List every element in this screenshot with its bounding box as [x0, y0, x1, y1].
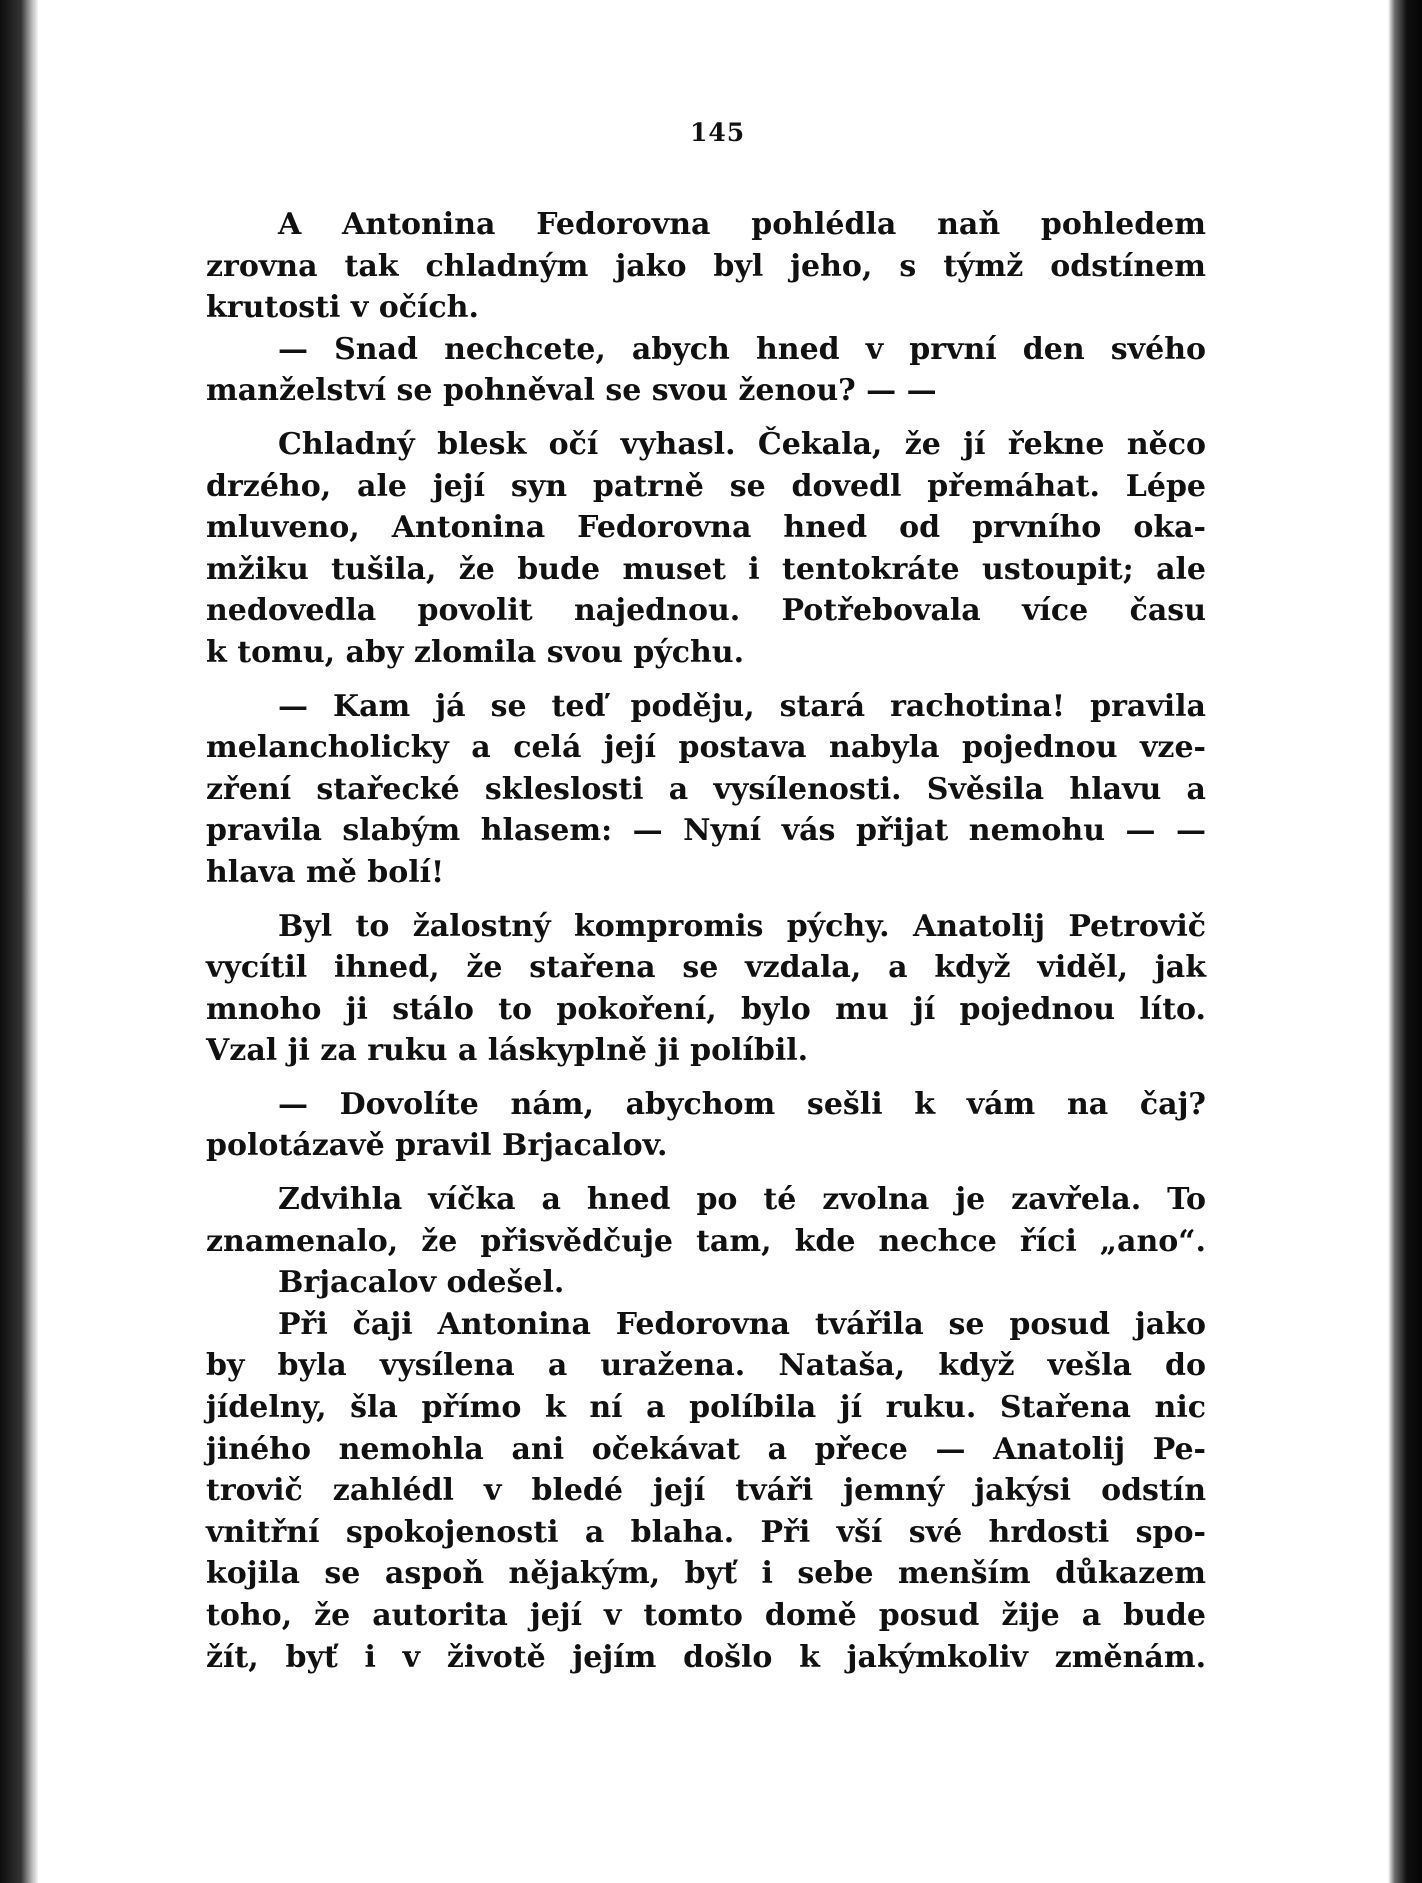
text-line: jídelny, šla přímo k ní a políbila jí ruku. Stařena nic: [206, 1390, 1207, 1426]
text-line: pravila slabým hlasem: — Nyní vás přijat nemohu — —: [206, 813, 1206, 849]
text-line: drzého, ale její syn patrně se dovedl přemáhat. Lépe: [206, 468, 1207, 504]
text-line: A Antonina Fedorovna pohlédla naň pohledem: [278, 207, 1206, 242]
text-line: krutosti v očích.: [206, 290, 479, 326]
text-line: mluveno, Antonina Fedorovna hned od prvního oka-: [206, 510, 1207, 546]
page-number: 145: [690, 118, 746, 147]
text-line: nedovedla povolit najednou. Potřebovala více času: [206, 593, 1207, 629]
right-page-edge: [1388, 0, 1422, 1883]
text-line: Byl to žalostný kompromis pýchy. Anatolij Petrovič: [278, 908, 1206, 944]
text-line: kojila se aspoň nějakým, byť i sebe menším důkazem: [206, 1556, 1207, 1592]
text-line: — Dovolíte nám, abychom sešli k vám na čaj?: [278, 1086, 1207, 1122]
text-line: k tomu, aby zlomila svou pýchu.: [206, 634, 745, 670]
text-line: Brjacalov odešel.: [278, 1265, 565, 1301]
text-line: mžiku tušila, že bude muset i tentokráte ustoupit; ale: [206, 551, 1206, 587]
text-line: zření stařecké skleslosti a vysílenosti. Svěsila hlavu a: [206, 771, 1206, 807]
text-line: — Snad nechcete, abych hned v první den svého: [278, 331, 1207, 367]
body-text: [206, 204, 1206, 1678]
text-line: vycítil ihned, že stařena se vzdala, a když viděl, jak: [206, 950, 1207, 986]
text-line: znamenalo, že přisvědčuje tam, kde nechce říci „ano“.: [206, 1223, 1206, 1259]
text-line: zrovna tak chladným jako byl jeho, s týmž odstínem: [206, 248, 1206, 284]
text-line: jiného nemohla ani očekávat a přece — Anatolij Pe-: [206, 1431, 1206, 1467]
text-line: Zdvihla víčka a hned po té zvolna je zavřela. To: [278, 1182, 1206, 1218]
text-line: hlava mě bolí!: [206, 854, 445, 890]
text-line: Při čaji Antonina Fedorovna tvářila se posud jako: [278, 1306, 1206, 1342]
text-line: vnitřní spokojenosti a blaha. Při vší své hrdosti spo-: [206, 1514, 1206, 1550]
text-line: toho, že autorita její v tomto domě posud žije a bude: [206, 1598, 1206, 1633]
text-line: Vzal ji za ruku a láskyplně ji políbil.: [206, 1033, 809, 1069]
text-line: polotázavě pravil Brjacalov.: [206, 1128, 668, 1164]
left-binding-shadow: [0, 0, 38, 1883]
text-line: žít, byť i v životě jejím došlo k jakýmkoliv změnám.: [206, 1639, 1207, 1675]
text-line: — Kam já se teď poděju, stará rachotina! pravila: [278, 688, 1206, 724]
text-line: trovič zahlédl v bledé její tváři jemný jakýsi odstín: [206, 1473, 1207, 1509]
text-line: melancholicky a celá její postava nabyla pojednou vze-: [206, 730, 1206, 766]
text-line: Chladný blesk očí vyhasl. Čekala, že jí řekne něco: [278, 426, 1206, 462]
text-line: by byla vysílena a uražena. Nataša, když vešla do: [206, 1348, 1206, 1384]
text-line: mnoho ji stálo to pokoření, bylo mu jí pojednou líto.: [206, 991, 1206, 1027]
text-line: manželství se pohněval se svou ženou? — —: [206, 373, 937, 409]
